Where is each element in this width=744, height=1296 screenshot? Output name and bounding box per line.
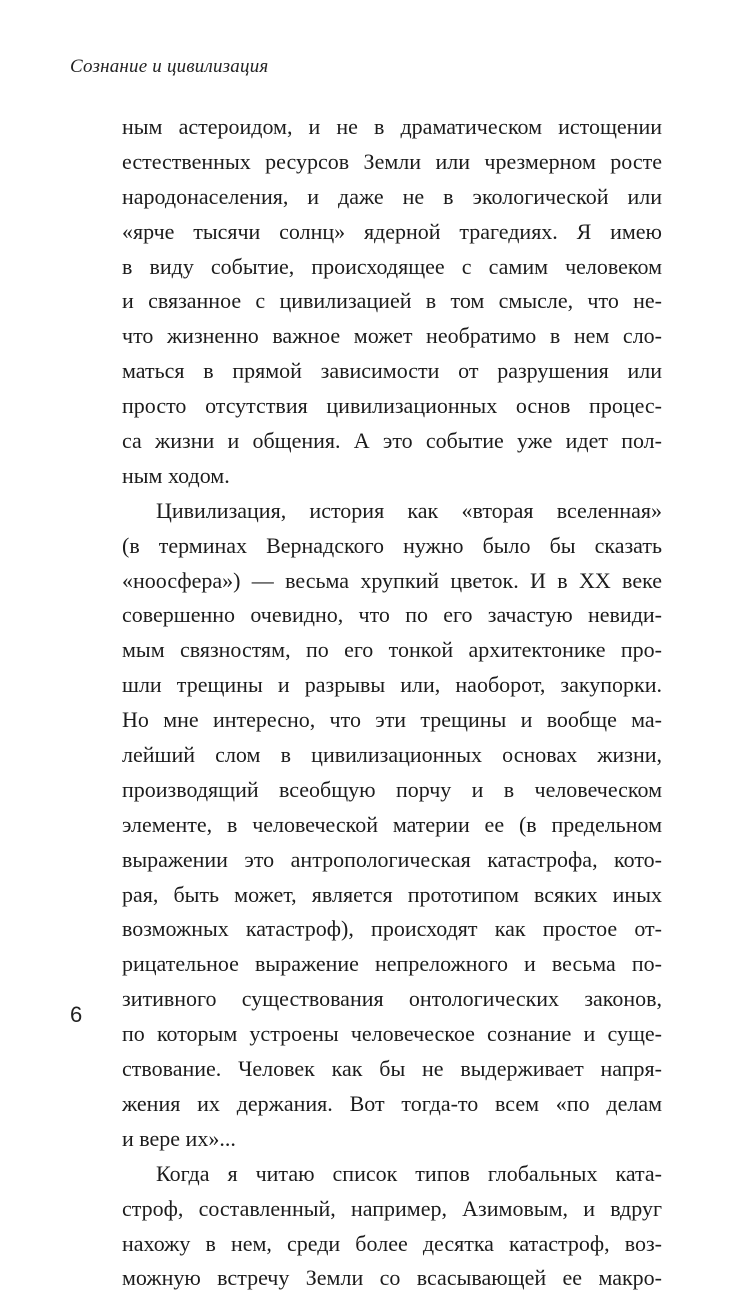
text-line: са жизни и общения. А это событие уже идет пол- — [122, 428, 662, 454]
text-line: шли трещины и разрывы или, наоборот, закупорки. — [122, 672, 662, 698]
text-line: лейший слом в цивилизационных основах жизни, — [122, 742, 662, 768]
text-line: совершенно очевидно, что по его зачастую невиди- — [122, 602, 662, 628]
text-line: народонаселения, и даже не в экологической или — [122, 183, 662, 209]
text-line: Цивилизация, история как «вторая вселенная» — [156, 497, 662, 523]
text-line: «ноосфера») — весьма хрупкий цветок. И в XX веке — [122, 567, 662, 593]
text-line: зитивного существования онтологических законов, — [122, 986, 662, 1012]
text-line: естественных ресурсов Земли или чрезмерном росте — [122, 148, 662, 174]
text-line: производящий всеобщую порчу и в человеческом — [122, 776, 662, 802]
paragraph-2 — [122, 494, 662, 1157]
text-line: рая, быть может, является прототипом всяких иных — [122, 881, 662, 907]
text-line: выражении это антропологическая катастрофа, кото- — [122, 846, 662, 872]
text-line: просто отсутствия цивилизационных основ процес- — [122, 393, 662, 419]
text-line: возможных катастроф), происходят как простое от- — [122, 916, 662, 942]
text-line: что жизненно важное может необратимо в нем сло- — [122, 323, 662, 349]
page-number: 6 — [70, 1002, 83, 1027]
text-line: в виду событие, происходящее с самим человеком — [122, 253, 662, 279]
text-line: ным ходом. — [122, 462, 230, 488]
text-line: строф, составленный, например, Азимовым, и вдруг — [122, 1195, 662, 1221]
paragraph-3 — [122, 1157, 662, 1296]
text-line: по которым устроены человеческое сознание и суще- — [122, 1021, 662, 1047]
text-line: Но мне интересно, что эти трещины и вообще ма- — [122, 707, 662, 733]
body-text — [122, 110, 662, 1296]
text-line: и вере их»... — [122, 1125, 236, 1151]
text-line: «ярче тысячи солнц» ядерной трагедиях. Я имею — [122, 218, 662, 244]
text-line: можную встречу Земли со всасывающей ее макро- — [122, 1265, 662, 1291]
text-line: элементе, в человеческой материи ее (в предельном — [122, 811, 662, 837]
text-line: ным астероидом, и не в драматическом истощении — [122, 114, 662, 139]
running-head: Сознание и цивилизация — [70, 56, 269, 77]
text-line: жения их держания. Вот тогда-то всем «по делам — [122, 1090, 662, 1116]
text-line: Когда я читаю список типов глобальных ката- — [156, 1160, 662, 1186]
text-line: ствование. Человек как бы не выдерживает напря- — [122, 1056, 662, 1082]
text-line: и связанное с цивилизацией в том смысле, что не- — [122, 288, 662, 314]
text-line: нахожу в нем, среди более десятка катастроф, воз- — [122, 1230, 662, 1256]
text-line: рицательное выражение непреложного и весьма по- — [122, 951, 662, 977]
text-line: (в терминах Вернадского нужно было бы сказать — [122, 532, 662, 558]
text-line: мым связностям, по его тонкой архитектонике про- — [122, 637, 662, 663]
paragraph-1 — [122, 110, 662, 494]
text-line: маться в прямой зависимости от разрушения или — [122, 358, 662, 384]
